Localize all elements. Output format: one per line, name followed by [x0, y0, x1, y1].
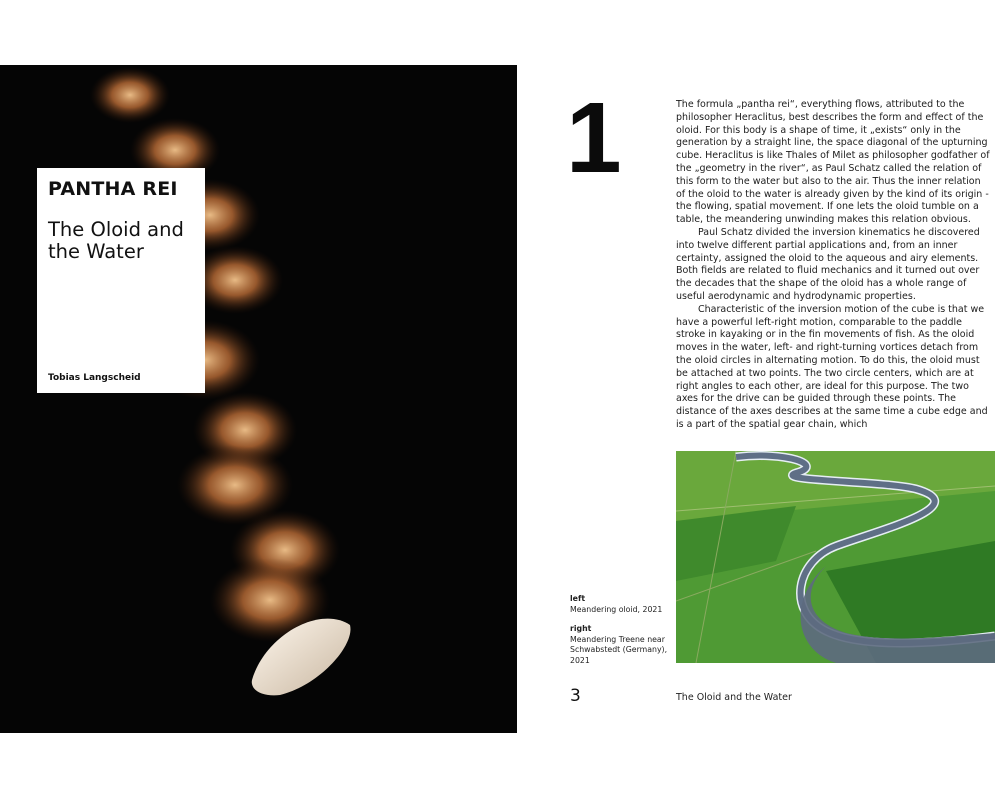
caption-right-text: Meandering Treene near Schwabstedt (Germany), 2021 [570, 634, 668, 665]
page-number: 3 [570, 686, 581, 706]
book-title: The Oloid and the Water [48, 218, 184, 263]
image-captions [570, 594, 670, 666]
running-head: The Oloid and the Water [676, 692, 792, 703]
meandering-river-image [676, 451, 995, 663]
title-card [37, 168, 205, 393]
caption-right [570, 624, 670, 666]
author-name: Tobias Langscheid [48, 373, 141, 383]
paragraph: Paul Schatz divided the inversion kinematics he discovered into twelve different partial applications and, from an inner certainty, assigned the oloid to the aqueous and airy elements. Both fields are related to fluid mechanics and it turned out over the decades that the shape of the oloid has a whole range of useful aerodynamic and hydrodynamic properties. [676, 226, 980, 302]
cover-page [0, 65, 517, 733]
chapter-body [676, 99, 990, 432]
paragraph: The formula „pantha rei“, everything flows, attributed to the philosopher Heraclitus, best describes the form and effect of the oloid. For this body is a shape of time, it „exists“ only in the generation by a straight line, the space diagonal of the upturning cube. Heraclitus is like Thales of Milet as philosopher godfather of the „geometry in the river“, as Paul Schatz called the relation of this form to the water but also to the air. Thus the inner relation of the oloid to the water is already given by the kind of its origin - the flowing, spatial movement. If one lets the oloid tumble on a table, the meandering unwinding makes this relation obvious. [676, 99, 990, 226]
oloid-motion-photo [0, 65, 517, 733]
caption-left-label: left [570, 594, 586, 603]
paragraph: Characteristic of the inversion motion of the cube is that we have a powerful left-right motion, comparable to the paddle stroke in kayaking or in the fin movements of fish. As the oloid moves in the water, left- and right-turning vortices detach from the oloid circles in alternating motion. To do this, the oloid must be attached at two points. The two circle centers, which are at right angles to each other, are ideal for this purpose. The two axes for the drive can be guided through these points. The distance of the axes describes at the same time a cube edge and is a part of the spatial gear chain, which [676, 303, 988, 430]
series-title: PANTHA REI [48, 178, 178, 200]
caption-right-label: right [570, 624, 592, 633]
caption-left-text: Meandering oloid, 2021 [570, 604, 663, 614]
river-photo [676, 451, 995, 663]
caption-left [570, 594, 670, 615]
chapter-number: 1 [566, 82, 618, 194]
